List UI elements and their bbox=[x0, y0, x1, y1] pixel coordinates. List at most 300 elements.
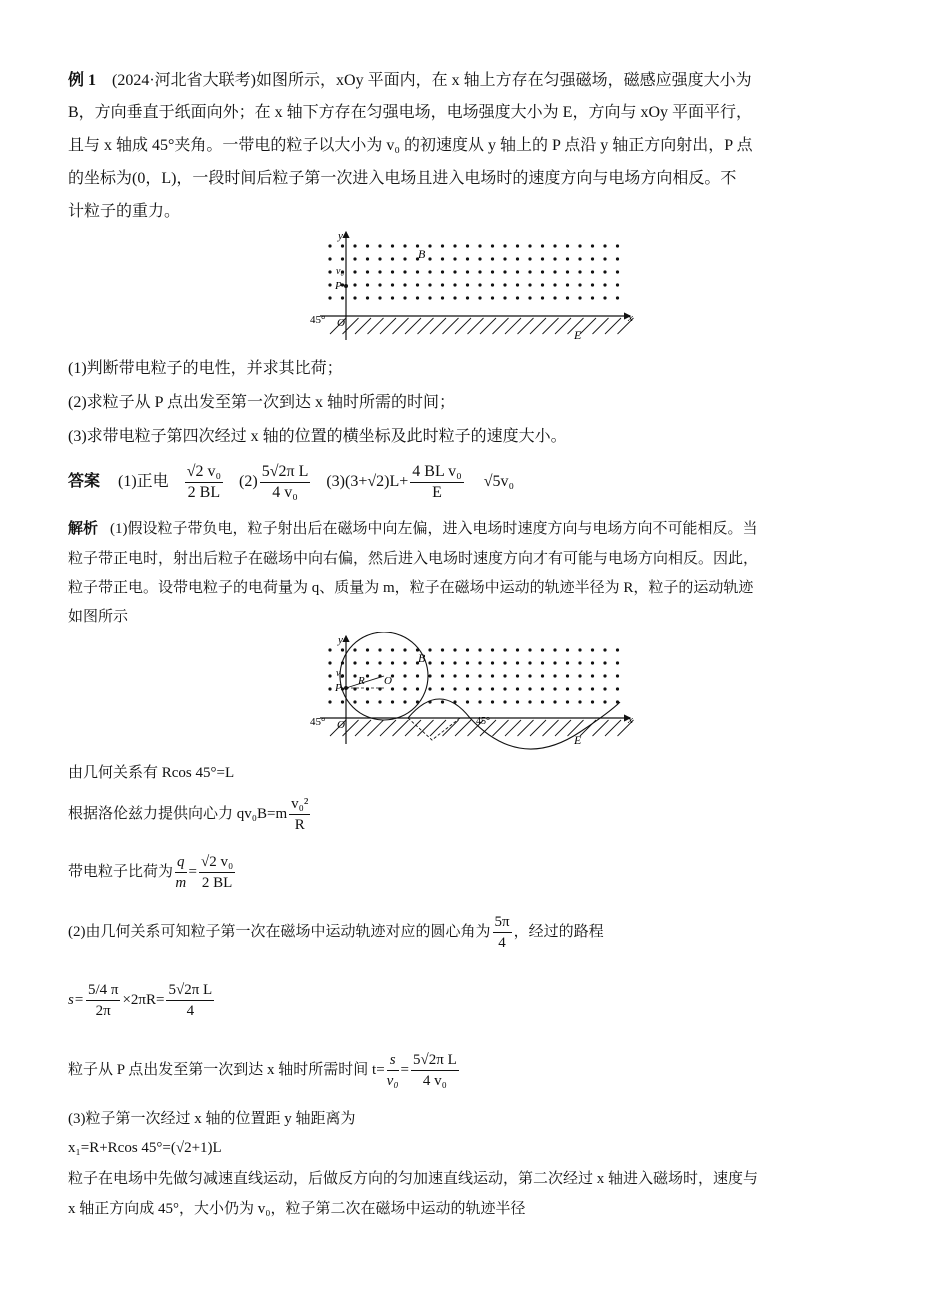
field-dot bbox=[366, 244, 369, 247]
field-dot bbox=[353, 257, 356, 260]
time-prefix: 粒子从 P 点出发至第一次到达 x 轴时所需时间 t= bbox=[68, 1062, 385, 1078]
field-line bbox=[518, 318, 534, 334]
field-dot bbox=[541, 283, 544, 286]
field-dot bbox=[466, 700, 469, 703]
s-mid: ×2πR= bbox=[122, 992, 165, 1008]
field-dot bbox=[541, 270, 544, 273]
field-dot bbox=[453, 674, 456, 677]
field-line bbox=[605, 318, 621, 334]
field-dot bbox=[428, 283, 431, 286]
field-line bbox=[368, 720, 384, 736]
field-dot bbox=[428, 648, 431, 651]
field-dot bbox=[553, 257, 556, 260]
field-dot bbox=[553, 648, 556, 651]
field-dot bbox=[541, 674, 544, 677]
field-dot bbox=[591, 283, 594, 286]
answer-3-speed: √5v₀ bbox=[483, 473, 515, 490]
field-dot bbox=[353, 283, 356, 286]
field-dot bbox=[328, 296, 331, 299]
field-dot bbox=[541, 648, 544, 651]
ratio-prefix: 带电粒子比荷为 bbox=[68, 864, 174, 880]
angle-label-2: 45° bbox=[310, 716, 326, 728]
field-dot bbox=[566, 244, 569, 247]
b-label-2: B bbox=[418, 651, 426, 665]
field-dot bbox=[328, 270, 331, 273]
field-dot bbox=[541, 700, 544, 703]
x1-formula: x₁=R+Rcos 45°=(√2+1)L bbox=[68, 1140, 222, 1156]
field-dot bbox=[441, 648, 444, 651]
field-dot bbox=[391, 257, 394, 260]
field-line bbox=[480, 318, 496, 334]
field-dot bbox=[453, 296, 456, 299]
answer-3-prefix: (3)(3+√2)L+ bbox=[326, 473, 409, 490]
field-line bbox=[493, 318, 509, 334]
field-dot bbox=[516, 674, 519, 677]
field-dot bbox=[328, 257, 331, 260]
field-dot bbox=[478, 648, 481, 651]
field-dot bbox=[491, 244, 494, 247]
angle-fraction bbox=[493, 912, 512, 953]
field-dot bbox=[391, 648, 394, 651]
field-dot bbox=[403, 257, 406, 260]
field-line bbox=[505, 318, 521, 334]
s-num-2: 5√2π L bbox=[166, 980, 214, 1001]
time-line bbox=[68, 1048, 461, 1092]
field-dot bbox=[366, 296, 369, 299]
field-dot bbox=[591, 296, 594, 299]
analysis-line-1 bbox=[68, 516, 758, 542]
analysis-line-3: 粒子带正电。设带电粒子的电荷量为 q、质量为 m，粒子在磁场中运动的轨迹半径为 R，粒子的运动轨迹 bbox=[68, 580, 754, 596]
field-dot bbox=[578, 687, 581, 690]
trajectory-path bbox=[408, 699, 620, 749]
field-dot bbox=[328, 661, 331, 664]
radius-line bbox=[346, 676, 384, 688]
time-den-2: 4 v₀ bbox=[422, 1073, 447, 1090]
analysis-line-5: (3)粒子第一次经过 x 轴的位置距 y 轴距离为 bbox=[68, 1111, 356, 1127]
field-dot bbox=[591, 661, 594, 664]
answer-1-num: √2 v₀ bbox=[185, 462, 223, 483]
field-line bbox=[605, 720, 621, 736]
problem-line-5: 计粒子的重力。 bbox=[68, 203, 181, 220]
analysis-line-6: 粒子在电场中先做匀减速直线运动，后做反方向的匀加速直线运动，第二次经过 x 轴进入磁场时，速度与 bbox=[68, 1171, 759, 1187]
field-dot bbox=[591, 270, 594, 273]
analysis-line-4: 如图所示 bbox=[68, 609, 129, 625]
lorentz-prefix: 根据洛伦兹力提供向心力 qv₀B=m bbox=[68, 806, 288, 822]
field-dot bbox=[478, 257, 481, 260]
field-dot bbox=[441, 283, 444, 286]
field-line bbox=[405, 318, 421, 334]
field-dot bbox=[616, 674, 619, 677]
field-dot bbox=[503, 661, 506, 664]
field-dot bbox=[528, 661, 531, 664]
field-line bbox=[380, 318, 396, 334]
field-dot bbox=[516, 244, 519, 247]
field-dot bbox=[591, 674, 594, 677]
field-dot bbox=[591, 257, 594, 260]
field-dot bbox=[566, 700, 569, 703]
field-dot bbox=[478, 674, 481, 677]
ratio-line bbox=[68, 850, 237, 894]
field-dot bbox=[553, 687, 556, 690]
field-dot bbox=[603, 687, 606, 690]
field-dot bbox=[503, 283, 506, 286]
field-dot bbox=[453, 283, 456, 286]
field-dot bbox=[528, 674, 531, 677]
analysis-line-7: x 轴正方向成 45°，大小仍为 v₀，粒子第二次在磁场中运动的轨迹半径 bbox=[68, 1201, 526, 1217]
field-dot bbox=[616, 244, 619, 247]
answer-2-prefix: (2) bbox=[239, 473, 258, 490]
angle-label: 45° bbox=[310, 314, 326, 326]
field-dot bbox=[466, 283, 469, 286]
field-dot bbox=[403, 296, 406, 299]
lorentz-line bbox=[68, 792, 312, 836]
problem-line-1 bbox=[68, 68, 752, 94]
field-dot bbox=[491, 687, 494, 690]
field-line bbox=[543, 720, 559, 736]
o-label-2: O bbox=[337, 719, 345, 731]
field-dot bbox=[478, 244, 481, 247]
field-line bbox=[380, 720, 396, 736]
field-dot bbox=[528, 257, 531, 260]
field-dot bbox=[428, 296, 431, 299]
field-dot bbox=[328, 674, 331, 677]
ratio-m: m bbox=[175, 875, 187, 892]
field-dot bbox=[603, 283, 606, 286]
field-line bbox=[555, 720, 571, 736]
field-dot bbox=[566, 674, 569, 677]
field-dot bbox=[516, 270, 519, 273]
field-dot bbox=[353, 700, 356, 703]
field-dot bbox=[503, 687, 506, 690]
field-dot bbox=[528, 283, 531, 286]
field-dot bbox=[503, 700, 506, 703]
field-line bbox=[468, 318, 484, 334]
ratio-q: q bbox=[175, 852, 187, 873]
field-dot bbox=[616, 283, 619, 286]
time-eq: = bbox=[400, 1062, 410, 1078]
field-dot bbox=[428, 244, 431, 247]
field-dot bbox=[491, 296, 494, 299]
field-dot bbox=[566, 257, 569, 260]
field-dot bbox=[441, 661, 444, 664]
field-dot bbox=[416, 283, 419, 286]
analysis-label: 解析 bbox=[68, 521, 99, 537]
answer-2-fraction bbox=[260, 462, 311, 503]
field-dot bbox=[391, 296, 394, 299]
geometry-relation: 由几何关系有 Rcos 45°=L bbox=[68, 765, 235, 781]
magnetic-field-dots-2 bbox=[328, 648, 619, 703]
field-dot bbox=[378, 296, 381, 299]
field-dot bbox=[491, 648, 494, 651]
field-dot bbox=[503, 270, 506, 273]
field-dot bbox=[491, 283, 494, 286]
field-dot bbox=[591, 700, 594, 703]
field-dot bbox=[378, 283, 381, 286]
field-dot bbox=[441, 244, 444, 247]
field-dot bbox=[478, 700, 481, 703]
field-dot bbox=[391, 270, 394, 273]
field-dot bbox=[578, 700, 581, 703]
field-dot bbox=[441, 296, 444, 299]
time-num-1: s bbox=[387, 1050, 399, 1071]
field-line bbox=[580, 318, 596, 334]
field-dot bbox=[553, 283, 556, 286]
field-dot bbox=[353, 648, 356, 651]
lorentz-fraction bbox=[289, 794, 310, 835]
b-label: B bbox=[418, 247, 426, 261]
angle-prefix: (2)由几何关系可知粒子第一次在磁场中运动轨迹对应的圆心角为 bbox=[68, 924, 491, 940]
field-dot bbox=[553, 296, 556, 299]
field-line bbox=[593, 318, 609, 334]
field-dot bbox=[328, 244, 331, 247]
analysis-line-2: 粒子带正电时，射出后粒子在磁场中向右偏，然后进入电场时速度方向才有可能与电场方向相反。因此， bbox=[68, 551, 759, 567]
field-line bbox=[393, 318, 409, 334]
field-dot bbox=[453, 648, 456, 651]
answer-line bbox=[68, 460, 514, 504]
angle-num: 5π bbox=[493, 912, 512, 933]
field-dot bbox=[528, 648, 531, 651]
field-dot bbox=[491, 700, 494, 703]
field-dot bbox=[341, 257, 344, 260]
field-dot bbox=[591, 687, 594, 690]
field-dot bbox=[441, 270, 444, 273]
e-label: E bbox=[574, 328, 582, 342]
field-dot bbox=[528, 700, 531, 703]
field-dot bbox=[366, 257, 369, 260]
problem-line-3: 且与 x 轴成 45°夹角。一带电的粒子以大小为 v₀ 的初速度从 y 轴上的 P 点沿 y 轴正方向射出，P 点 bbox=[68, 137, 753, 154]
field-dot bbox=[428, 687, 431, 690]
field-line bbox=[530, 318, 546, 334]
field-dot bbox=[553, 700, 556, 703]
field-dot bbox=[466, 648, 469, 651]
y-label-2: y bbox=[338, 634, 343, 646]
time-fraction-2 bbox=[411, 1050, 459, 1091]
field-dot bbox=[578, 244, 581, 247]
field-dot bbox=[428, 661, 431, 664]
field-dot bbox=[616, 687, 619, 690]
s-prefix: s= bbox=[68, 992, 84, 1008]
field-dot bbox=[616, 648, 619, 651]
x-label-2: x bbox=[628, 714, 633, 726]
y-label: y bbox=[338, 230, 343, 242]
field-dot bbox=[466, 270, 469, 273]
field-dot bbox=[441, 257, 444, 260]
field-dot bbox=[528, 270, 531, 273]
field-dot bbox=[453, 244, 456, 247]
field-dot bbox=[478, 661, 481, 664]
angle-den: 4 bbox=[498, 935, 506, 952]
point-p bbox=[344, 284, 348, 288]
field-dot bbox=[516, 661, 519, 664]
field-line bbox=[418, 318, 434, 334]
field-dot bbox=[578, 257, 581, 260]
field-dot bbox=[616, 257, 619, 260]
field-dot bbox=[353, 661, 356, 664]
field-dot bbox=[428, 674, 431, 677]
field-dot bbox=[441, 700, 444, 703]
field-dot bbox=[341, 648, 344, 651]
s-fraction bbox=[86, 980, 121, 1021]
field-dot bbox=[578, 296, 581, 299]
field-dot bbox=[341, 700, 344, 703]
lorentz-num: v₀² bbox=[289, 794, 310, 815]
field-dot bbox=[466, 244, 469, 247]
field-dot bbox=[453, 661, 456, 664]
field-line bbox=[518, 720, 534, 736]
time-fraction-1 bbox=[387, 1050, 399, 1091]
field-line bbox=[543, 318, 559, 334]
figure-1-diagram bbox=[300, 228, 645, 346]
angle-line bbox=[68, 910, 604, 954]
field-dot bbox=[366, 283, 369, 286]
answer-3-fraction bbox=[410, 462, 463, 503]
field-dot bbox=[403, 661, 406, 664]
field-dot bbox=[378, 648, 381, 651]
field-dot bbox=[353, 244, 356, 247]
p-label-2: P bbox=[335, 682, 342, 694]
field-dot bbox=[478, 270, 481, 273]
time-den-1: v₀ bbox=[386, 1073, 399, 1090]
field-dot bbox=[453, 257, 456, 260]
field-dot bbox=[403, 648, 406, 651]
answer-1-den: 2 BL bbox=[187, 483, 221, 501]
field-dot bbox=[466, 687, 469, 690]
field-line bbox=[505, 720, 521, 736]
field-dot bbox=[478, 283, 481, 286]
answer-1-prefix: (1)正电 bbox=[118, 473, 169, 490]
field-dot bbox=[403, 244, 406, 247]
field-dot bbox=[503, 244, 506, 247]
field-dot bbox=[491, 270, 494, 273]
field-dot bbox=[578, 674, 581, 677]
field-dot bbox=[603, 257, 606, 260]
field-line bbox=[555, 318, 571, 334]
path-length-line bbox=[68, 970, 216, 1030]
field-dot bbox=[516, 648, 519, 651]
field-dot bbox=[541, 257, 544, 260]
field-dot bbox=[616, 296, 619, 299]
field-dot bbox=[541, 661, 544, 664]
field-dot bbox=[441, 674, 444, 677]
field-dot bbox=[391, 700, 394, 703]
field-dot bbox=[541, 687, 544, 690]
field-line bbox=[530, 720, 546, 736]
field-dot bbox=[478, 687, 481, 690]
field-dot bbox=[603, 244, 606, 247]
field-dot bbox=[491, 257, 494, 260]
field-dot bbox=[416, 674, 419, 677]
field-dot bbox=[466, 296, 469, 299]
field-line bbox=[443, 720, 459, 736]
field-dot bbox=[566, 648, 569, 651]
v0-label: v₀ bbox=[336, 266, 344, 277]
question-2: (2)求粒子从 P 点出发至第一次到达 x 轴时所需的时间； bbox=[68, 394, 455, 411]
s-den: 2π bbox=[95, 1003, 111, 1020]
field-dot bbox=[391, 283, 394, 286]
field-dot bbox=[516, 687, 519, 690]
field-dot bbox=[503, 674, 506, 677]
field-dot bbox=[553, 661, 556, 664]
field-dot bbox=[566, 687, 569, 690]
field-dot bbox=[566, 283, 569, 286]
field-dot bbox=[578, 283, 581, 286]
r-label: R bbox=[358, 675, 365, 687]
time-num-2: 5√2π L bbox=[411, 1050, 459, 1071]
field-line bbox=[455, 720, 471, 736]
field-dot bbox=[391, 244, 394, 247]
field-dot bbox=[553, 244, 556, 247]
s-num: 5/4 π bbox=[86, 980, 121, 1001]
field-dot bbox=[528, 244, 531, 247]
answer-3-den: E bbox=[432, 483, 442, 501]
field-dot bbox=[403, 674, 406, 677]
field-dot bbox=[353, 270, 356, 273]
ratio-eq: = bbox=[188, 864, 197, 880]
field-dot bbox=[553, 674, 556, 677]
field-dot bbox=[616, 270, 619, 273]
field-dot bbox=[403, 687, 406, 690]
answer-3-num: 4 BL v₀ bbox=[410, 462, 463, 483]
field-dot bbox=[603, 700, 606, 703]
field-dot bbox=[478, 296, 481, 299]
o1-label: O bbox=[384, 675, 392, 687]
field-dot bbox=[553, 270, 556, 273]
answer-label: 答案 bbox=[68, 473, 101, 490]
answer-2-den: 4 v₀ bbox=[272, 483, 298, 501]
field-line bbox=[393, 720, 409, 736]
figure-2-diagram bbox=[300, 632, 645, 752]
field-dot bbox=[366, 661, 369, 664]
field-dot bbox=[428, 257, 431, 260]
field-dot bbox=[403, 283, 406, 286]
field-dot bbox=[603, 296, 606, 299]
field-dot bbox=[516, 283, 519, 286]
answer-2-num: 5√2π L bbox=[260, 462, 311, 483]
field-line bbox=[355, 720, 371, 736]
ratio-num: √2 v₀ bbox=[199, 852, 235, 873]
answer-1-fraction bbox=[185, 462, 223, 503]
field-dot bbox=[491, 661, 494, 664]
ratio-fraction bbox=[199, 852, 235, 893]
field-dot bbox=[528, 296, 531, 299]
field-dot bbox=[328, 700, 331, 703]
field-dot bbox=[391, 661, 394, 664]
field-dot bbox=[516, 296, 519, 299]
field-dot bbox=[578, 648, 581, 651]
problem-line-2: B，方向垂直于纸面向外；在 x 轴下方存在匀强电场，电场强度大小为 E，方向与 xOy 平面平行， bbox=[68, 104, 753, 121]
x-label: x bbox=[628, 312, 633, 324]
field-dot bbox=[378, 270, 381, 273]
field-dot bbox=[378, 661, 381, 664]
field-line bbox=[493, 720, 509, 736]
field-dot bbox=[416, 296, 419, 299]
field-line bbox=[455, 318, 471, 334]
angle-suffix: ，经过的路程 bbox=[513, 924, 604, 940]
field-dot bbox=[378, 244, 381, 247]
angle-label-3: 45° bbox=[476, 716, 490, 727]
field-dot bbox=[603, 674, 606, 677]
field-dot bbox=[366, 648, 369, 651]
question-1: (1)判断带电粒子的电性，并求其比荷； bbox=[68, 360, 343, 377]
field-dot bbox=[603, 661, 606, 664]
field-dot bbox=[566, 296, 569, 299]
field-dot bbox=[503, 648, 506, 651]
field-dot bbox=[391, 687, 394, 690]
field-dot bbox=[416, 270, 419, 273]
field-line bbox=[443, 318, 459, 334]
field-dot bbox=[466, 257, 469, 260]
field-dot bbox=[403, 700, 406, 703]
